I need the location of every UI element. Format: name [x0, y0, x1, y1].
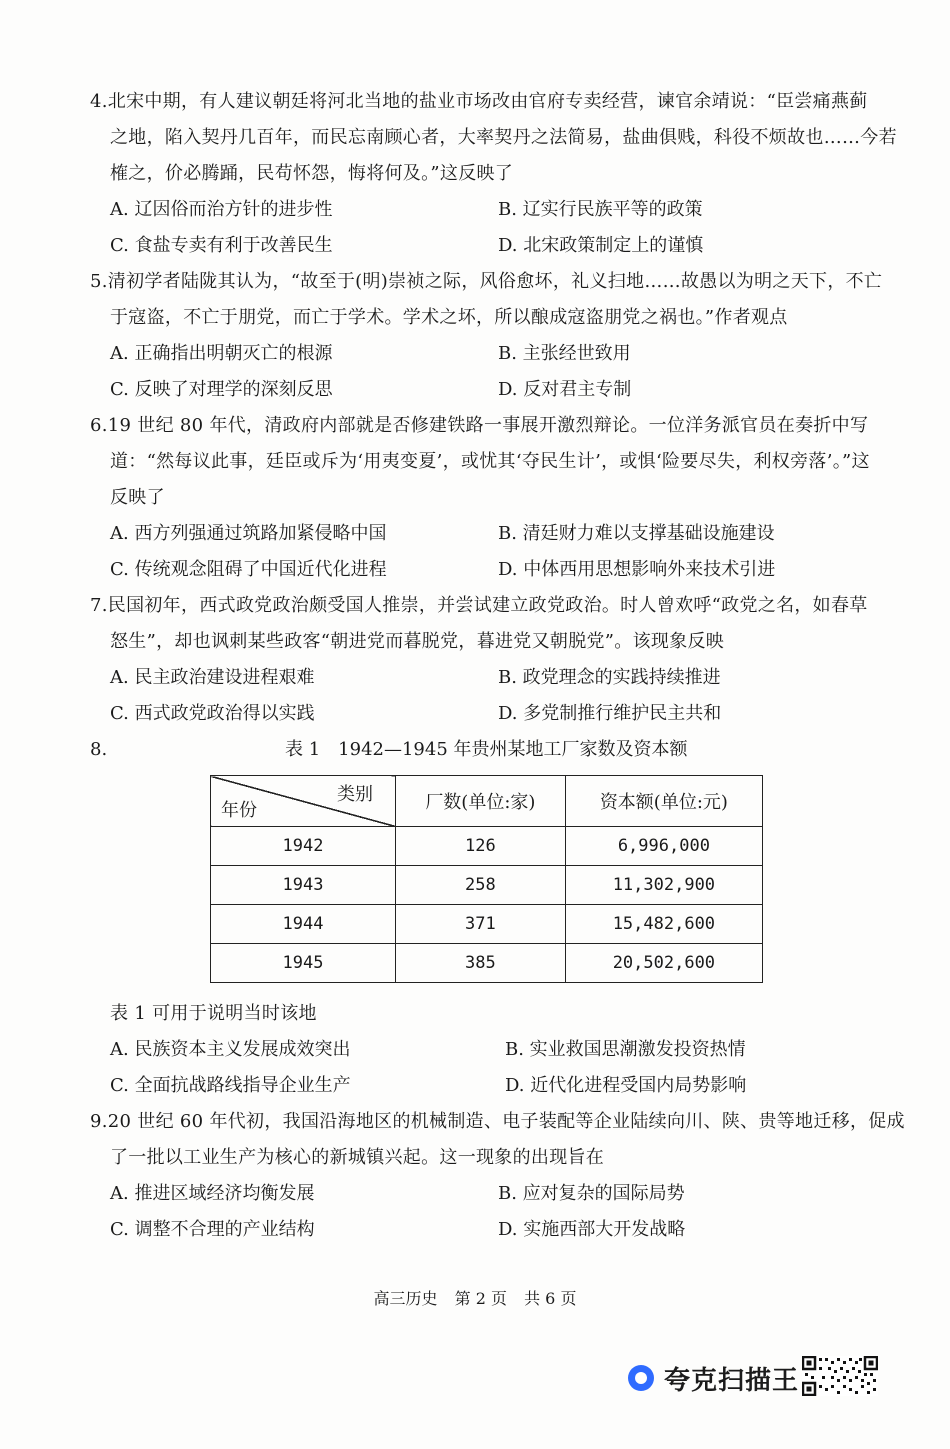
- q8-option-d: D. 近代化进程受国内局势影响: [505, 1075, 747, 1096]
- q8-option-b: B. 实业救国思潮激发投资热情: [505, 1039, 746, 1060]
- table-row: [211, 944, 763, 983]
- q7-option-c: C. 西式政党政治得以实践: [110, 703, 315, 724]
- q6-option-a: A. 西方列强通过筑路加紧侵略中国: [110, 523, 387, 544]
- cell-count: 126: [396, 827, 566, 866]
- q5-option-d: D. 反对君主专制: [498, 379, 632, 400]
- q9-option-b: B. 应对复杂的国际局势: [498, 1183, 685, 1204]
- table-header-row: [211, 776, 763, 827]
- scanner-watermark: [628, 1358, 799, 1398]
- q7-option-d: D. 多党制推行维护民主共和: [498, 703, 722, 724]
- cell-year: 1945: [211, 944, 396, 983]
- corner-label-category: 类别: [337, 784, 373, 805]
- page-footer: [0, 1288, 950, 1310]
- q5-option-a: A. 正确指出明朝灭亡的根源: [110, 343, 333, 364]
- footer-total: 共 6 页: [524, 1289, 577, 1308]
- cell-capital: 20,502,600: [565, 944, 762, 983]
- q4-option-b: B. 辽实行民族平等的政策: [498, 199, 703, 220]
- q9-option-a: A. 推进区域经济均衡发展: [110, 1183, 315, 1204]
- header-factory-count: 厂数(单位:家): [396, 776, 566, 827]
- corner-label-year: 年份: [221, 800, 257, 821]
- table-row: [211, 866, 763, 905]
- cell-capital: 11,302,900: [565, 866, 762, 905]
- factory-table: [210, 775, 763, 983]
- q7-option-b: B. 政党理念的实践持续推进: [498, 667, 721, 688]
- cell-capital: 6,996,000: [565, 827, 762, 866]
- qr-code-icon: [802, 1356, 878, 1396]
- q9-option-d: D. 实施西部大开发战略: [498, 1219, 686, 1240]
- q6-option-b: B. 清廷财力难以支撑基础设施建设: [498, 523, 775, 544]
- q4-line-1: 4.北宋中期，有人建议朝廷将河北当地的盐业市场改由官府专卖经营，谏官余靖说：“臣尝痛燕蓟: [90, 91, 868, 112]
- q6-line-1: 6.19 世纪 80 年代，清政府内部就是否修建铁路一事展开激烈辩论。一位洋务派官员在奏折中写: [90, 415, 869, 436]
- cell-count: 371: [396, 905, 566, 944]
- q4-option-d: D. 北宋政策制定上的谨慎: [498, 235, 704, 256]
- table-row: [211, 905, 763, 944]
- q4-line-3: 榷之，价必腾踊，民苟怀怨，悔将何及。”这反映了: [110, 163, 514, 184]
- q5-line-2: 于寇盗，不亡于朋党，而亡于学术。学术之坏，所以酿成寇盗朋党之祸也。”作者观点: [110, 307, 788, 328]
- table-corner-cell: [211, 776, 396, 827]
- cell-count: 385: [396, 944, 566, 983]
- q9-line-1: 9.20 世纪 60 年代初，我国沿海地区的机械制造、电子装配等企业陆续向川、陕、贵等地迁移，促成: [90, 1111, 905, 1132]
- footer-page: 第 2 页: [454, 1289, 507, 1308]
- q5-option-b: B. 主张经世致用: [498, 343, 631, 364]
- q9-line-2: 了一批以工业生产为核心的新城镇兴起。这一现象的出现旨在: [110, 1147, 605, 1168]
- q6-option-d: D. 中体西用思想影响外来技术引进: [498, 559, 776, 580]
- footer-subject: 高三历史: [373, 1289, 438, 1308]
- watermark-text: 夸克扫描王: [664, 1365, 800, 1396]
- cell-count: 258: [396, 866, 566, 905]
- cell-capital: 15,482,600: [565, 905, 762, 944]
- q7-line-1: 7.民国初年，西式政党政治颇受国人推崇，并尝试建立政党政治。时人曾欢呼“政党之名，如春草: [90, 595, 868, 616]
- q5-line-1: 5.清初学者陆陇其认为，“故至于(明)崇祯之际，风俗愈坏，礼义扫地……故愚以为明之天下，不亡: [90, 271, 883, 292]
- q6-line-2: 道：“然每议此事，廷臣或斥为‘用夷变夏’，或忧其‘夺民生计’，或惧‘险要尽失，利权旁落’。”这: [110, 451, 870, 472]
- table-row: [211, 827, 763, 866]
- cell-year: 1943: [211, 866, 396, 905]
- q6-option-c: C. 传统观念阻碍了中国近代化进程: [110, 559, 387, 580]
- quark-logo-icon: [628, 1365, 654, 1391]
- q4-option-a: A. 辽因俗而治方针的进步性: [110, 199, 333, 220]
- table-title: 表 1 1942—1945 年贵州某地工厂家数及资本额: [285, 739, 688, 760]
- q4-line-2: 之地，陷入契丹几百年，而民忘南顾心者，大率契丹之法简易，盐曲俱贱，科役不烦故也……今若: [110, 127, 897, 148]
- q6-line-3: 反映了: [110, 487, 165, 508]
- q5-option-c: C. 反映了对理学的深刻反思: [110, 379, 333, 400]
- q8-stem: 表 1 可用于说明当时该地: [110, 1003, 317, 1024]
- q8-number: 8.: [90, 739, 108, 760]
- cell-year: 1942: [211, 827, 396, 866]
- q4-option-c: C. 食盐专卖有利于改善民生: [110, 235, 333, 256]
- q9-option-c: C. 调整不合理的产业结构: [110, 1219, 315, 1240]
- q8-option-c: C. 全面抗战路线指导企业生产: [110, 1075, 351, 1096]
- q7-line-2: 怒生”，却也讽刺某些政客“朝进党而暮脱党，暮进党又朝脱党”。该现象反映: [110, 631, 725, 652]
- cell-year: 1944: [211, 905, 396, 944]
- q8-option-a: A. 民族资本主义发展成效突出: [110, 1039, 351, 1060]
- q7-option-a: A. 民主政治建设进程艰难: [110, 667, 315, 688]
- header-capital: 资本额(单位:元): [565, 776, 762, 827]
